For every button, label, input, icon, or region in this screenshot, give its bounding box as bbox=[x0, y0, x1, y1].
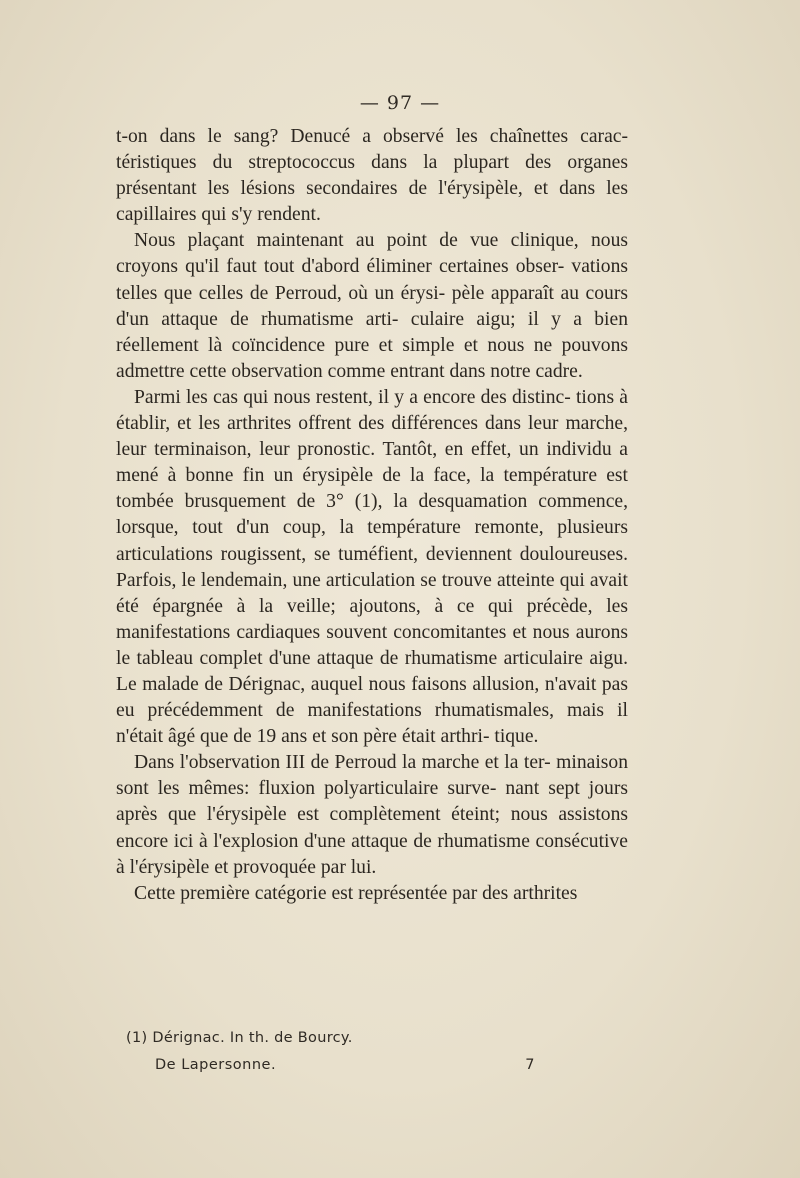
page-number: — 97 — bbox=[359, 92, 441, 114]
paragraph-4: Dans l'observation III de Perroud la marche et la ter- minaison sont les mêmes: fluxion polyarticulaire surve- nant sept jours après que l'érysipèle est complètement éteint; nous assistons encore ici à l'explosion d'une attaque de rhumatisme consécutive à l'érysipèle et provoquée par lui. bbox=[116, 752, 628, 878]
signature-name: De Lapersonne. bbox=[155, 1057, 277, 1073]
paragraph-2: Nous plaçant maintenant au point de vue clinique, nous croyons qu'il faut tout d'abord éliminer certaines obser- vations telles que celles de Perroud, où un érysi- pèle apparaît au cours d'un attaque de rhumatisme arti- culaire aigu; il y a bien réellement là coïncidence pure et simple et nous ne pouvons admettre cette observation comme entrant dans notre cadre. bbox=[116, 230, 628, 382]
signature-number: 7 bbox=[525, 1057, 535, 1073]
footnote: (1) Dérignac. In th. de Bourcy. bbox=[126, 1030, 353, 1046]
body-text bbox=[116, 124, 628, 907]
paragraph-3: Parmi les cas qui nous restent, il y a encore des distinc- tions à établir, et les arthrites offrent des différences dans leur marche, leur terminaison, leur pronostic. Tantôt, en effet, un individu a mené à bonne fin un érysipèle de la face, la température est tombée brusquement de 3° (1), la desquamation commence, lorsque, tout d'un coup, la température remonte, plusieurs articulations rougissent, se tuméfient, deviennent douloureuses. Parfois, le lendemain, une articulation se trouve atteinte qui avait été épargnée à la veille; ajoutons, à ce qui précède, les manifestations cardiaques souvent concomitantes et nous aurons le tableau complet d'une attaque de rhumatisme articulaire aigu. Le malade de Dérignac, auquel nous faisons allusion, n'avait pas eu précédemment de manifestations rhumatismales, mais il n'était âgé que de 19 ans et son père était arthri- tique. bbox=[116, 386, 628, 748]
signature-line bbox=[155, 1057, 535, 1073]
paragraph-1: t-on dans le sang? Denucé a observé les chaînettes carac- téristiques du streptococcus dans la plupart des organes présentant les lésions secondaires de l'érysipèle, et dans les capillaires qui s'y rendent. bbox=[116, 126, 628, 226]
paragraph-5: Cette première catégorie est représentée par des arthrites bbox=[134, 882, 578, 904]
